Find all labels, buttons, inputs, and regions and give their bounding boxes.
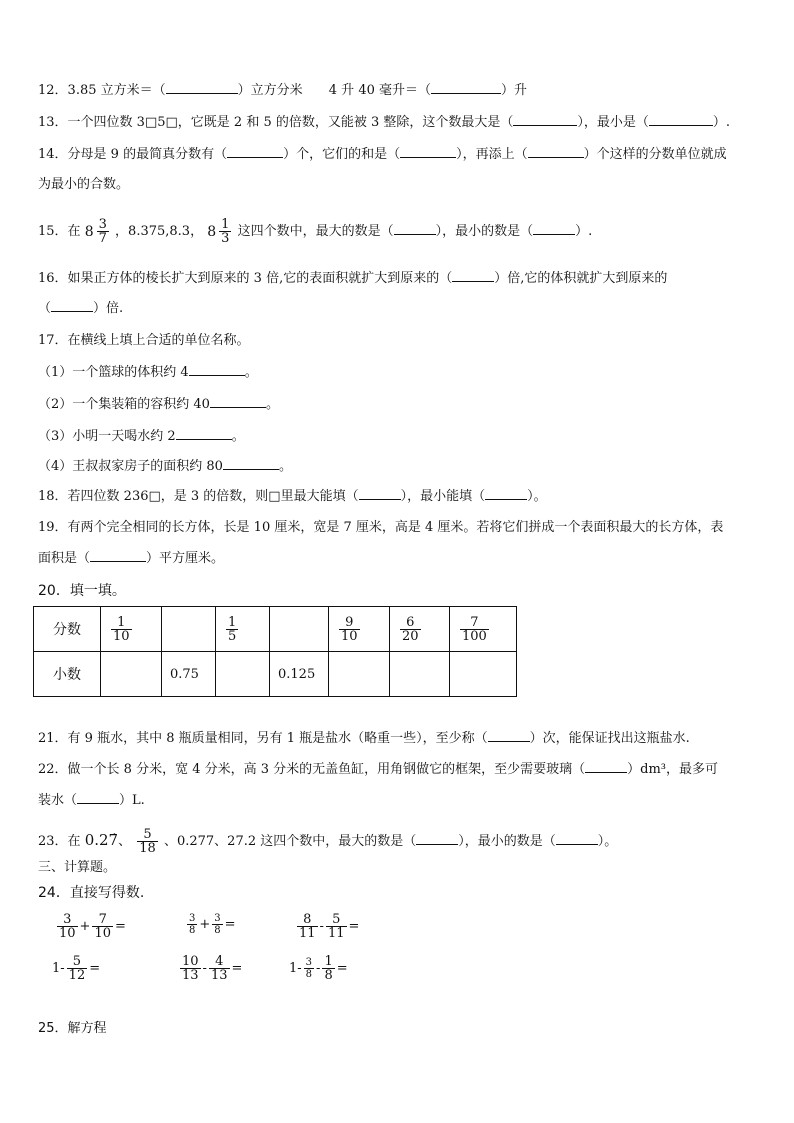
question-18: 18．若四位数 236□，是 3 的倍数，则□里最大能填（ ），最小能填（ ）。 xyxy=(38,489,547,504)
question-number: 13． xyxy=(38,115,68,130)
decimal-cell[interactable] xyxy=(390,652,450,697)
calc-item-3[interactable]: $\frac{8}{11}$ - $\frac{5}{11}$ = xyxy=(299,912,360,941)
question-19: 19．有两个完全相同的长方体，长是 10 厘米，宽是 7 厘米，高是 4 厘米。若将它们拼成一个表面积最大的长方体，表 xyxy=(38,520,724,535)
calc-item-6[interactable]: 1- $\frac{3}{8}$ - $\frac{1}{8}$ = xyxy=(289,954,348,983)
question-17-item-3: （3）小明一天喝水约 2 。 xyxy=(38,429,245,444)
fraction-cell-empty[interactable] xyxy=(270,607,329,652)
mixed-number: 8 $\frac{1}{3}$ xyxy=(207,217,230,246)
decimal-cell[interactable] xyxy=(101,652,162,697)
question-23: 23．在 0.27̇、 $\frac{5}{18}$ 、0.277、27.2 这四个数中，最大的数是（ ），最小的数是（ ）。 xyxy=(38,827,618,856)
decimal-cell[interactable]: 0.125 xyxy=(270,652,329,697)
question-number: 16． xyxy=(38,271,68,286)
question-17: 17．在横线上填上合适的单位名称。 xyxy=(38,333,250,348)
answer-blank[interactable] xyxy=(431,82,501,94)
answer-blank[interactable] xyxy=(488,730,530,742)
fraction-cell[interactable]: $\frac{1}{5}$ xyxy=(216,607,270,652)
answer-blank[interactable] xyxy=(359,488,401,500)
row-label-decimal: 小数 xyxy=(34,652,101,697)
repeating-decimal: 0.27̇ xyxy=(84,831,119,849)
calc-item-1[interactable]: $\frac{3}{10}$ + $\frac{7}{10}$ = xyxy=(59,912,126,941)
question-number: 18． xyxy=(38,489,68,504)
fraction-cell[interactable]: $\frac{7}{100}$ xyxy=(450,607,517,652)
decimal-cell[interactable] xyxy=(216,652,270,697)
question-number: 17． xyxy=(38,333,68,348)
calc-item-2[interactable]: $\frac{3}{8}$ + $\frac{3}{8}$ = xyxy=(189,913,236,936)
question-25: 25．解方程 xyxy=(38,1021,107,1036)
question-number: 24． xyxy=(38,885,70,901)
question-number: 14． xyxy=(38,147,68,162)
answer-blank[interactable] xyxy=(394,223,436,235)
row-label-fraction: 分数 xyxy=(34,607,101,652)
mixed-number: 8 $\frac{3}{7}$ xyxy=(84,217,107,246)
answer-blank[interactable] xyxy=(227,146,283,158)
question-24: 24．直接写得数. xyxy=(38,885,145,901)
answer-blank[interactable] xyxy=(77,792,119,804)
question-16-line2: （ ）倍. xyxy=(38,301,124,316)
question-12: 12．3.85 立方米＝（ ）立方分米 4 升 40 毫升＝（ ）升 xyxy=(38,83,528,98)
question-number: 23． xyxy=(38,834,68,849)
table-row-decimals xyxy=(34,652,517,697)
section-heading: 三、计算题。 xyxy=(38,860,117,875)
question-17-item-1: （1）一个篮球的体积约 4 。 xyxy=(38,365,258,380)
question-16: 16．如果正方体的棱长扩大到原来的 3 倍,它的表面积就扩大到原来的（ ）倍,它的体积就扩大到原来的 xyxy=(38,271,668,286)
answer-blank[interactable] xyxy=(189,364,245,376)
question-number: 25． xyxy=(38,1021,68,1036)
question-14: 14．分母是 9 的最简真分数有（ ）个，它们的和是（ ），再添上（ ）个这样的分数单位就成 xyxy=(38,147,727,162)
answer-blank[interactable] xyxy=(528,146,584,158)
fraction-cell[interactable]: $\frac{6}{20}$ xyxy=(390,607,450,652)
calc-item-4[interactable]: 1- $\frac{5}{12}$ = xyxy=(52,954,101,983)
fraction-cell[interactable]: $\frac{1}{10}$ xyxy=(101,607,162,652)
answer-blank[interactable] xyxy=(210,396,266,408)
question-17-item-4: （4）王叔叔家房子的面积约 80 。 xyxy=(38,459,292,474)
answer-blank[interactable] xyxy=(166,82,238,94)
answer-blank[interactable] xyxy=(556,833,598,845)
fraction-cell[interactable]: $\frac{9}{10}$ xyxy=(329,607,390,652)
decimal-cell[interactable] xyxy=(329,652,390,697)
fraction: $\frac{5}{18}$ xyxy=(139,827,156,856)
fraction-cell-empty[interactable] xyxy=(162,607,216,652)
question-21: 21．有 9 瓶水，其中 8 瓶质量相同，另有 1 瓶是盐水（略重一些），至少称（ ）次，能保证找出这瓶盐水. xyxy=(38,731,690,746)
decimal-cell[interactable] xyxy=(450,652,517,697)
question-19-line2: 面积是（ ）平方厘米。 xyxy=(38,551,225,566)
table-row-fractions xyxy=(34,607,517,652)
question-number: 20． xyxy=(38,583,70,599)
answer-blank[interactable] xyxy=(400,146,456,158)
question-14-line2: 为最小的合数。 xyxy=(38,177,130,192)
answer-blank[interactable] xyxy=(452,270,494,282)
question-number: 21． xyxy=(38,731,68,746)
answer-blank[interactable] xyxy=(416,833,458,845)
answer-blank[interactable] xyxy=(585,761,627,773)
answer-blank[interactable] xyxy=(485,488,527,500)
answer-blank[interactable] xyxy=(533,223,575,235)
question-22: 22．做一个长 8 分米，宽 4 分米，高 3 分米的无盖鱼缸，用角钢做它的框架，至少需要玻璃（ ）dm³，最多可 xyxy=(38,762,719,777)
answer-blank[interactable] xyxy=(51,300,93,312)
question-number: 12． xyxy=(38,83,68,98)
question-22-line2: 装水（ ）L. xyxy=(38,793,145,808)
calc-item-5[interactable]: $\frac{10}{13}$ - $\frac{4}{13}$ = xyxy=(182,954,243,983)
answer-blank[interactable] xyxy=(513,114,577,126)
question-20: 20．填一填。 xyxy=(38,583,126,599)
question-15: 15．在 8 $\frac{3}{7}$ ，8.375,8.3， 8 $\frac{1}{3}$ 这四个数中，最大的数是（ ），最小的数是（ ）. xyxy=(38,217,593,246)
decimal-cell[interactable]: 0.75 xyxy=(162,652,216,697)
answer-blank[interactable] xyxy=(90,550,146,562)
answer-blank[interactable] xyxy=(223,458,279,470)
question-13: 13．一个四位数 3□5□，它既是 2 和 5 的倍数，又能被 3 整除，这个数最大是（ ），最小是（ ）. xyxy=(38,115,731,130)
answer-blank[interactable] xyxy=(649,114,713,126)
question-number: 22． xyxy=(38,762,68,777)
fraction-decimal-table xyxy=(33,606,517,697)
question-number: 15． xyxy=(38,224,68,239)
answer-blank[interactable] xyxy=(176,428,232,440)
question-number: 19． xyxy=(38,520,68,535)
question-17-item-2: （2）一个集装箱的容积约 40 。 xyxy=(38,397,279,412)
